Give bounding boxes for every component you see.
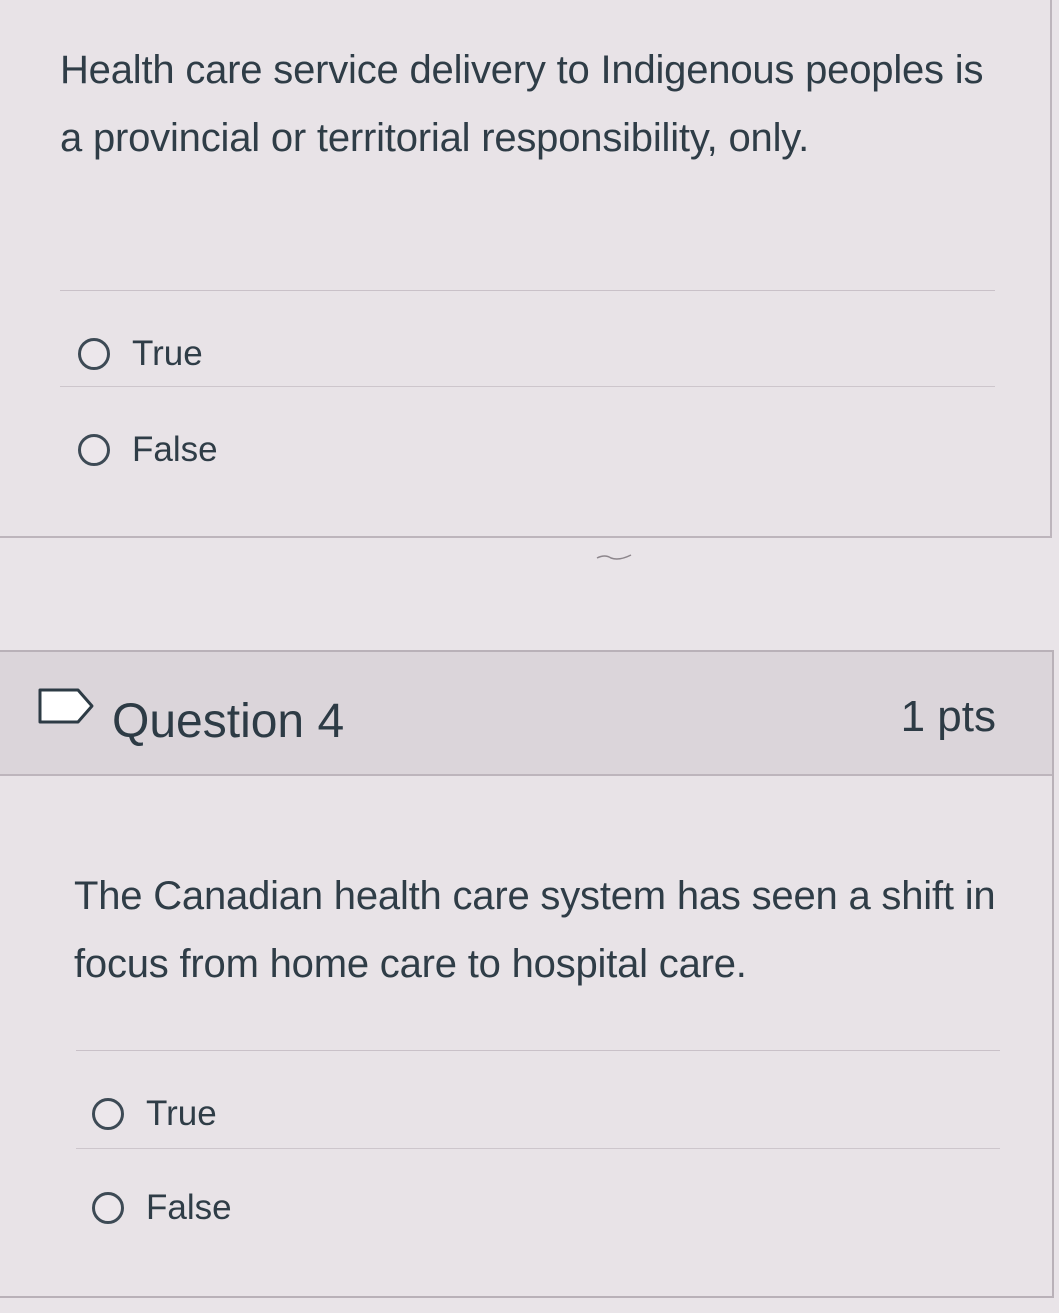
question-points: 1 pts [900,692,996,741]
question-4-card [0,650,1054,1298]
question-3-option-false[interactable] [78,430,218,470]
question-divider [60,290,995,291]
question-4-option-true[interactable] [92,1094,217,1134]
radio-unselected-icon[interactable] [92,1098,124,1130]
question-title: Question 4 [112,695,345,748]
option-label: True [146,1094,217,1133]
question-4-text: The Canadian health care system has seen a shift in focus from home care to hospital care. [74,874,996,986]
question-header [0,652,1052,776]
question-divider [76,1050,1000,1051]
question-3-option-true[interactable] [78,334,203,374]
question-3-card [0,0,1052,538]
flag-icon[interactable] [36,682,98,730]
option-divider [60,386,995,387]
option-divider [76,1148,1000,1149]
option-label: False [146,1188,232,1227]
question-4-option-false[interactable] [92,1188,232,1228]
smudge-mark [595,552,635,562]
radio-unselected-icon[interactable] [92,1192,124,1224]
radio-unselected-icon[interactable] [78,434,110,466]
option-label: False [132,430,218,469]
option-label: True [132,334,203,373]
question-3-text: Health care service delivery to Indigenous peoples is a provincial or territorial responsibility, only. [60,48,984,160]
radio-unselected-icon[interactable] [78,338,110,370]
